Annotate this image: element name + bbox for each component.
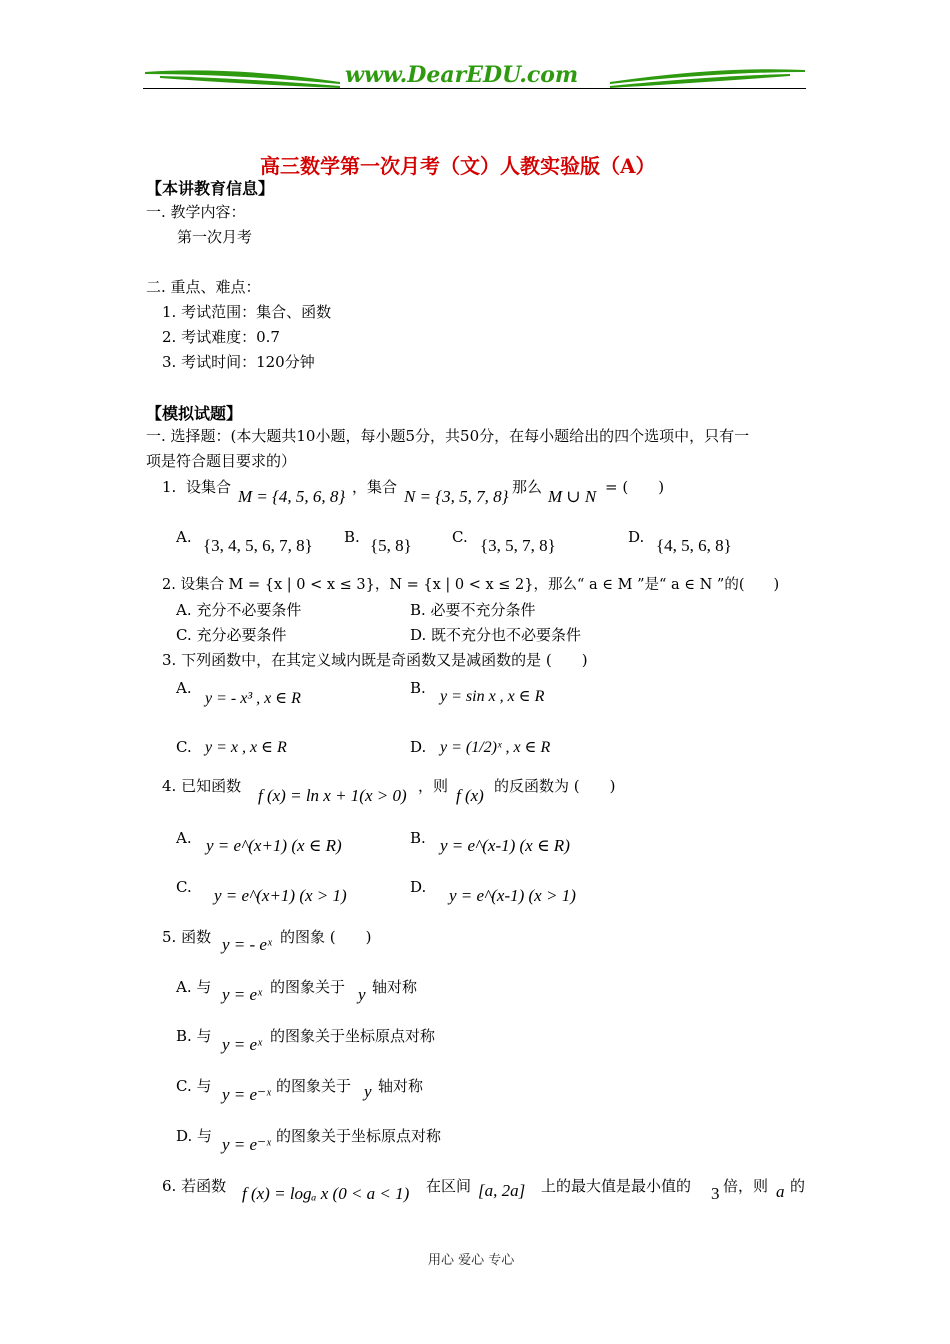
choice-intro: 项是符合题目要求的） [146,452,297,470]
option-key: A. [176,679,192,697]
option-value: y = e^(x-1) (x ∈ R) [440,836,570,855]
option-value: y = x , x ∈ R [205,739,287,756]
math-expr: [a, 2a] [478,1181,526,1200]
option-key: C. [452,528,468,546]
q-number: 1. [162,478,177,496]
q-text: 3. 下列函数中，在其定义域内既是奇函数又是减函数的是 ( ) [162,651,588,669]
q-text: ，集合 [352,478,398,496]
key-item: 3. 考试时间：120分钟 [162,353,315,371]
info-heading: 【本讲教育信息】 [146,179,275,198]
page-footer: 用心 爱心 专心 [428,1253,515,1268]
option-key: B. [410,829,426,847]
option-value: {3, 4, 5, 6, 7, 8} [203,536,313,555]
math-expr: M ∪ N [548,487,597,506]
math-expr: N = {3, 5, 7, 8} [404,487,509,506]
option: C. 充分必要条件 [176,626,287,644]
math-expr: y = - eˣ [222,935,272,954]
option-key: A. [176,829,192,847]
q-text: 的反函数为 ( ) [494,777,616,795]
q-text: 6. 若函数 [162,1177,227,1195]
q-text: 2. 设集合 M = {x | 0 < x ≤ 3}，N = {x | 0 < x ≤ 2}，那么“ a ∈ M ”是“ a ∈ N ”的( ) [162,577,780,593]
math-expr: y = eˣ [222,985,262,1004]
option-text: 的图象关于坐标原点对称 [276,1127,442,1145]
option-text: C. 与 [176,1077,212,1095]
option-value: y = e^(x-1) (x > 1) [449,886,576,905]
option-value: {4, 5, 6, 8} [656,536,732,555]
option-value: y = sin x , x ∈ R [440,688,545,705]
math-expr: 3 [711,1184,720,1203]
exam-heading: 【模拟试题】 [146,404,243,423]
math-expr: a [776,1182,785,1201]
option-key: C. [176,878,192,896]
option-value: {3, 5, 7, 8} [480,536,556,555]
option-value: {5, 8} [370,536,412,555]
option-text: A. 与 [176,978,212,996]
q-text: 设集合 [186,478,232,496]
math-expr: f (x) = logₐ x (0 < a < 1) [242,1184,410,1203]
option: A. 充分不必要条件 [176,601,302,619]
q-text: 4. 已知函数 [162,777,242,795]
option-text: 的图象关于 [276,1077,352,1095]
math-expr: y = e⁻ˣ [222,1085,271,1104]
math-expr: y [364,1082,372,1101]
option-value: y = e^(x+1) (x ∈ R) [206,836,342,855]
option-text: 的图象关于坐标原点对称 [270,1027,436,1045]
option-value: y = e^(x+1) (x > 1) [214,886,347,905]
q-text: 那么 [512,478,543,496]
option: D. 既不充分也不必要条件 [410,626,582,644]
option-text: D. 与 [176,1127,213,1145]
math-expr: y [358,985,366,1004]
page-title: 高三数学第一次月考（文）人教实验版（A） [260,154,656,178]
content-value: 第一次月考 [177,228,253,246]
option-key: C. [176,738,192,756]
option-key: D. [628,528,645,546]
header-rule [143,88,806,89]
option-key: B. [344,528,360,546]
option-key: D. [410,878,427,896]
choice-intro: 一. 选择题：(本大题共10小题，每小题5分，共50分，在每小题给出的四个选项中，只有一 [146,427,750,445]
logo-text: www.DearEDU.com [345,62,579,88]
option-value: y = - x³ , x ∈ R [205,690,301,707]
math-expr: y = eˣ [222,1035,262,1054]
q-text: 倍，则 [723,1177,769,1195]
q-text: 的图象 ( ) [280,928,372,946]
option-text: B. 与 [176,1027,212,1045]
q-text: ，则 [418,777,449,795]
option-text: 轴对称 [372,978,418,996]
option-key: D. [410,738,427,756]
q-text: = ( ) [605,478,665,496]
content-label: 一. 教学内容： [146,203,246,221]
math-expr: f (x) = ln x + 1(x > 0) [258,786,407,805]
option-text: 的图象关于 [270,978,346,996]
math-expr: f (x) [456,786,484,805]
q-text: 在区间 [426,1177,472,1195]
math-expr: y = e⁻ˣ [222,1135,271,1154]
q-text: 上的最大值是最小值的 [541,1177,692,1195]
key-item: 2. 考试难度：0.7 [162,328,280,346]
option-key: A. [176,528,192,546]
option: B. 必要不充分条件 [410,601,536,619]
math-expr: M = {4, 5, 6, 8} [238,487,346,506]
option-key: B. [410,679,426,697]
key-label: 二. 重点、难点： [146,278,261,296]
option-text: 轴对称 [378,1077,424,1095]
q-text: 的 [790,1177,806,1195]
option-value: y = (1/2)ˣ , x ∈ R [440,739,551,756]
q-text: 5. 函数 [162,928,212,946]
key-item: 1. 考试范围：集合、函数 [162,303,332,321]
